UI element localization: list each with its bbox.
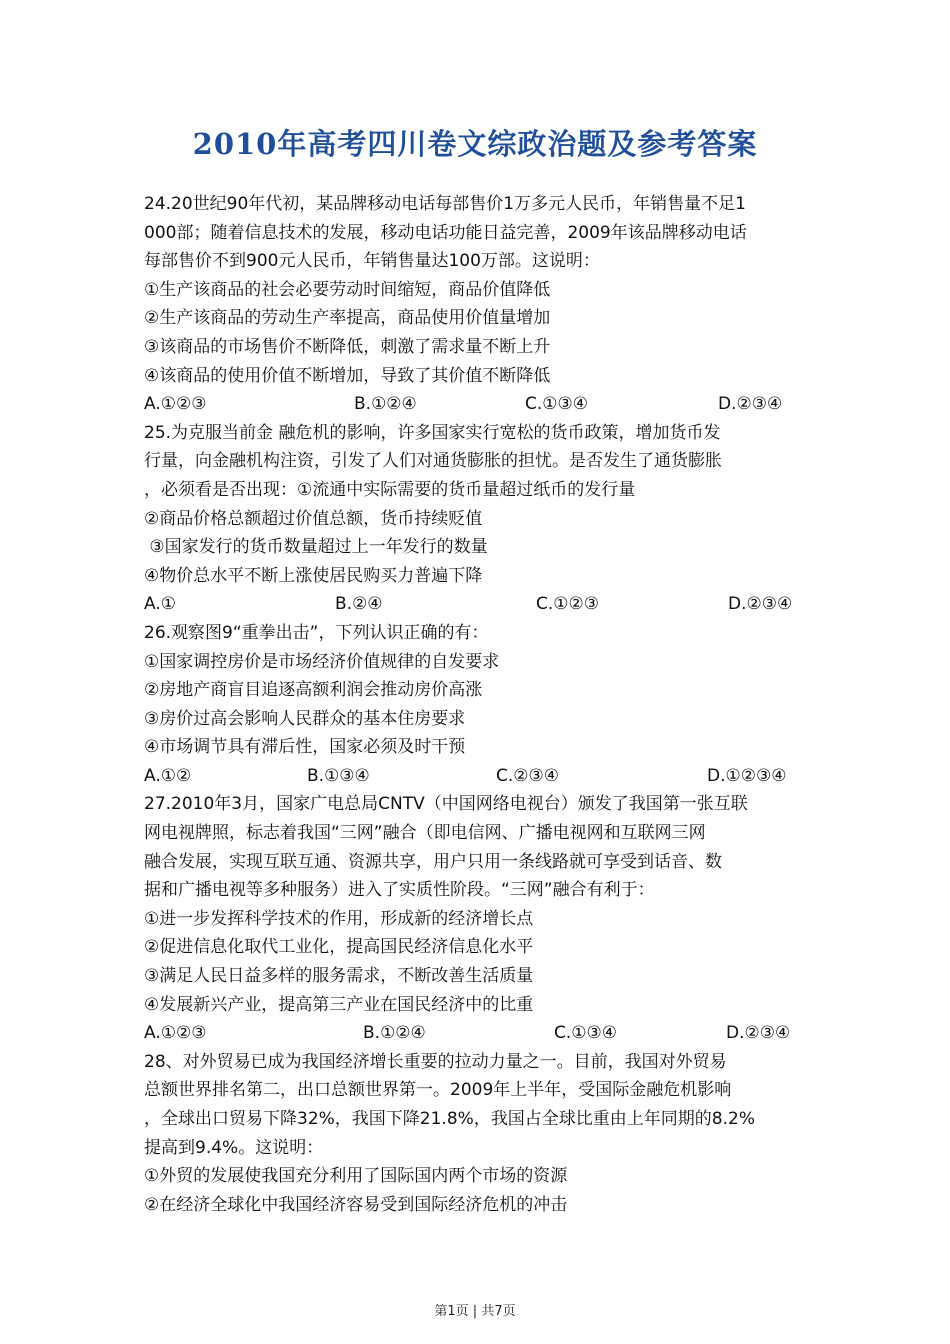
q25-options xyxy=(144,590,808,619)
q25-option-d: D.②③④ xyxy=(728,594,793,615)
question-26 xyxy=(144,619,808,791)
q26-statement: ①国家调控房价是市场经济价值规律的自发要求 xyxy=(144,651,500,672)
q24-statement: ②生产该商品的劳动生产率提高，商品使用价值量增加 xyxy=(144,308,551,329)
question-body xyxy=(144,190,808,1219)
q28-statement: ①外贸的发展使我国充分利用了国际国内两个市场的资源 xyxy=(144,1166,568,1187)
q24-line: 每部售价不到900元人民币，年销售量达100万部。这说明： xyxy=(144,251,600,272)
q24-option-b: B.①②④ xyxy=(354,394,417,415)
q27-statement: ②促进信息化取代工业化，提高国民经济信息化水平 xyxy=(144,937,534,958)
q25-option-c: C.①②③ xyxy=(536,594,599,615)
q26-option-d: D.①②③④ xyxy=(707,765,787,786)
q26-option-a: A.①② xyxy=(144,765,192,786)
q26-option-b: B.①③④ xyxy=(307,765,370,786)
q26-line: 26.观察图9“重拳出击”，下列认识正确的有： xyxy=(144,622,489,643)
q28-line: ，全球出口贸易下降32%，我国下降21.8%，我国占全球比重由上年同期的8.2% xyxy=(144,1109,755,1129)
q26-option-c: C.②③④ xyxy=(496,765,559,786)
q24-line: 24.20世纪90年代初，某品牌移动电话每部售价1万多元人民币，年销售量不足1 xyxy=(144,194,746,214)
q25-line: 25.为克服当前金 融危机的影响，许多国家实行宽松的货币政策，增加货币发 xyxy=(144,422,721,443)
q25-statement: ③国家发行的货币数量超过上一年发行的数量 xyxy=(144,537,488,558)
question-28 xyxy=(144,1048,808,1220)
q26-statement: ④市场调节具有滞后性，国家必须及时干预 xyxy=(144,737,466,758)
q27-options xyxy=(144,1019,808,1048)
q27-line: 27.2010年3月，国家广电总局CNTV（中国网络电视台）颁发了我国第一张互联 xyxy=(144,794,748,815)
q26-options xyxy=(144,762,808,791)
question-24 xyxy=(144,190,808,419)
q27-statement: ①进一步发挥科学技术的作用，形成新的经济增长点 xyxy=(144,908,534,929)
q26-statement: ③房价过高会影响人民群众的基本住房要求 xyxy=(144,708,466,729)
q24-statement: ③该商品的市场售价不断降低，刺激了需求量不断上升 xyxy=(144,336,551,357)
q25-statement: ②商品价格总额超过价值总额，货币持续贬值 xyxy=(144,508,483,529)
q24-statement: ④该商品的使用价值不断增加，导致了其价值不断降低 xyxy=(144,365,551,386)
q25-line: 行量，向金融机构注资，引发了人们对通货膨胀的担忧。是否发生了通货膨胀 xyxy=(144,451,722,472)
q25-statement: ④物价总水平不断上涨使居民购买力普遍下降 xyxy=(144,565,483,586)
q26-statement: ②房地产商盲目追逐高额利润会推动房价高涨 xyxy=(144,680,483,701)
q28-line: 总额世界排名第二，出口总额世界第一。2009年上半年，受国际金融危机影响 xyxy=(144,1080,732,1101)
page-title: 2010年高考四川卷文综政治题及参考答案 xyxy=(192,127,758,161)
q28-line: 提高到9.4%。这说明： xyxy=(144,1137,324,1158)
q27-option-b: B.①②④ xyxy=(363,1023,426,1044)
q28-statement: ②在经济全球化中我国经济容易受到国际经济危机的冲击 xyxy=(144,1194,568,1215)
q27-statement: ④发展新兴产业，提高第三产业在国民经济中的比重 xyxy=(144,994,534,1015)
q24-line: 000部；随着信息技术的发展，移动电话功能日益完善，2009年该品牌移动电话 xyxy=(144,222,747,243)
q28-line: 28、对外贸易已成为我国经济增长重要的拉动力量之一。目前，我国对外贸易 xyxy=(144,1051,727,1072)
q27-line: 据和广播电视等多种服务）进入了实质性阶段。“三网”融合有利于： xyxy=(144,880,655,901)
page-footer: 第1页 | 共7页 xyxy=(434,1304,516,1319)
q24-statement: ①生产该商品的社会必要劳动时间缩短，商品价值降低 xyxy=(144,279,551,300)
q27-option-c: C.①③④ xyxy=(554,1023,617,1044)
q27-option-d: D.②③④ xyxy=(726,1023,791,1044)
q27-option-a: A.①②③ xyxy=(144,1023,207,1044)
q25-line: ，必须看是否出现：①流通中实际需要的货币量超过纸币的发行量 xyxy=(144,479,636,500)
q27-line: 融合发展，实现互联互通、资源共享，用户只用一条线路就可享受到话音、数 xyxy=(144,851,722,872)
q24-option-d: D.②③④ xyxy=(718,394,783,415)
q27-line: 网电视牌照，标志着我国“三网”融合（即电信网、广播电视网和互联网三网 xyxy=(144,823,706,844)
question-27 xyxy=(144,790,808,1047)
q25-option-b: B.②④ xyxy=(335,594,383,615)
question-25 xyxy=(144,419,808,619)
q24-option-c: C.①③④ xyxy=(525,394,588,415)
q25-option-a: A.① xyxy=(144,594,176,615)
q27-statement: ③满足人民日益多样的服务需求，不断改善生活质量 xyxy=(144,966,534,987)
q24-option-a: A.①②③ xyxy=(144,394,207,415)
q24-options xyxy=(144,390,808,419)
